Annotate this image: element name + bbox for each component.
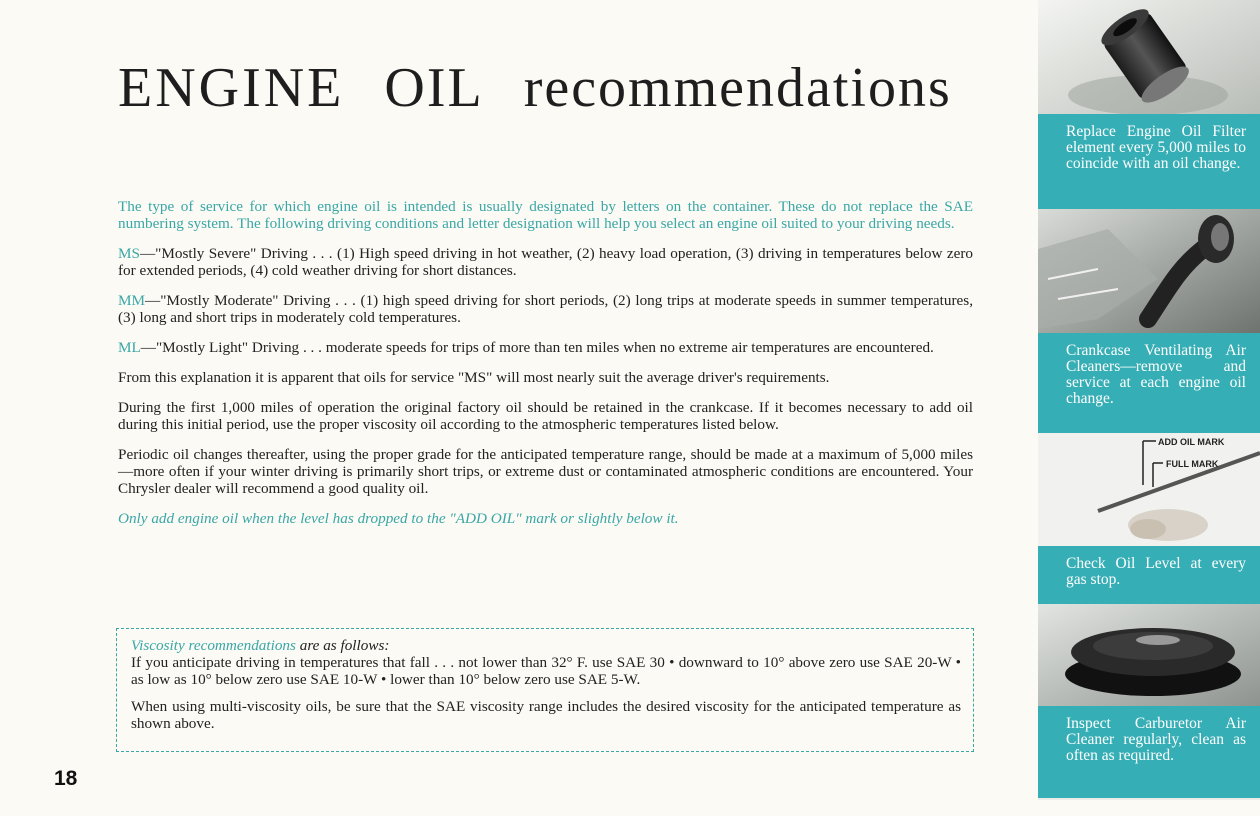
break-in-paragraph: During the first 1,000 miles of operation the original factory oil should be retained in the crankcase. If it becomes necessary to add oil during this initial period, use the proper viscosity oil according to the atmospheric temperatures listed below. [118, 399, 973, 433]
service-code: MM [118, 292, 146, 309]
caption-check-oil-level: Check Oil Level at every gas stop. [1038, 546, 1260, 604]
page-number: 18 [54, 767, 78, 790]
full-mark-label: FULL MARK [1166, 459, 1219, 469]
title-oil: OIL [384, 57, 484, 119]
service-text: —"Mostly Severe" Driving . . . (1) High speed driving in hot weather, (2) heavy load operation, (3) driving in temperatures below zero for extended periods, (4) cold weather driving for short distances. [118, 245, 973, 279]
title-engine: ENGINE [118, 57, 345, 119]
title-recommendations: recommendations [523, 57, 952, 119]
oil-filter-photo [1038, 0, 1260, 114]
oil-change-paragraph: Periodic oil changes thereafter, using the proper grade for the anticipated temperature range, should be made at a maximum of 5,000 miles—more often if your winter driving is primarily short trips, or extreme dust or contaminated atmospheric conditions are encountered. Your Chrysler dealer will recommend a good quality oil. [118, 446, 973, 497]
service-code: MS [118, 245, 140, 262]
carburetor-air-cleaner-photo [1038, 604, 1260, 706]
service-text: —"Mostly Moderate" Driving . . . (1) high speed driving for short periods, (2) long trips at moderate speeds in summer temperatures, (3) long and short trips in moderately cold temperatures. [118, 292, 973, 326]
viscosity-heading [131, 637, 961, 654]
viscosity-multigrade-text: When using multi-viscosity oils, be sure that the SAE viscosity range includes the desired viscosity for the anticipated temperature as shown above. [131, 698, 961, 732]
viscosity-temperature-text: If you anticipate driving in temperatures that fall . . . not lower than 32° F. use SAE 30 • downward to 10° above zero use SAE 20-W • as low as 10° below zero use SAE 10-W • lower than 10° below zero use SAE 5-W. [131, 654, 961, 688]
service-code: ML [118, 339, 141, 356]
crankcase-ventilator-photo [1038, 209, 1260, 333]
intro-paragraph: The type of service for which engine oil is intended is usually designated by letters on the container. These do not replace the SAE numbering system. The following driving conditions and letter designation will help you select an engine oil suited to your driving needs. [118, 198, 973, 232]
viscosity-heading-a: Viscosity recommendations [131, 637, 296, 654]
caption-carburetor-air-cleaner: Inspect Carburetor Air Cleaner regularly, clean as often as required. [1038, 706, 1260, 798]
dipstick-photo [1038, 433, 1260, 546]
service-mm-paragraph [118, 292, 973, 326]
body-text [118, 198, 973, 540]
caption-crankcase-air-cleaner: Crankcase Ventilating Air Cleaners—remove and service at each engine oil change. [1038, 333, 1260, 433]
caption-oil-filter: Replace Engine Oil Filter element every 5,000 miles to coincide with an oil change. [1038, 114, 1260, 209]
maintenance-sidebar [1038, 0, 1260, 800]
viscosity-heading-b: are as follows: [295, 637, 390, 654]
explanation-paragraph: From this explanation it is apparent that oils for service "MS" will most nearly suit the average driver's requirements. [118, 369, 830, 386]
service-ml-paragraph [118, 339, 973, 356]
viscosity-box [116, 628, 974, 752]
add-oil-note: Only add engine oil when the level has dropped to the "ADD OIL" mark or slightly below it. [118, 510, 679, 527]
page-title [118, 57, 952, 119]
service-ms-paragraph [118, 245, 973, 279]
service-text: —"Mostly Light" Driving . . . moderate speeds for trips of more than ten miles when no extreme air temperatures are encountered. [140, 339, 934, 356]
add-oil-mark-label: ADD OIL MARK [1158, 437, 1225, 447]
